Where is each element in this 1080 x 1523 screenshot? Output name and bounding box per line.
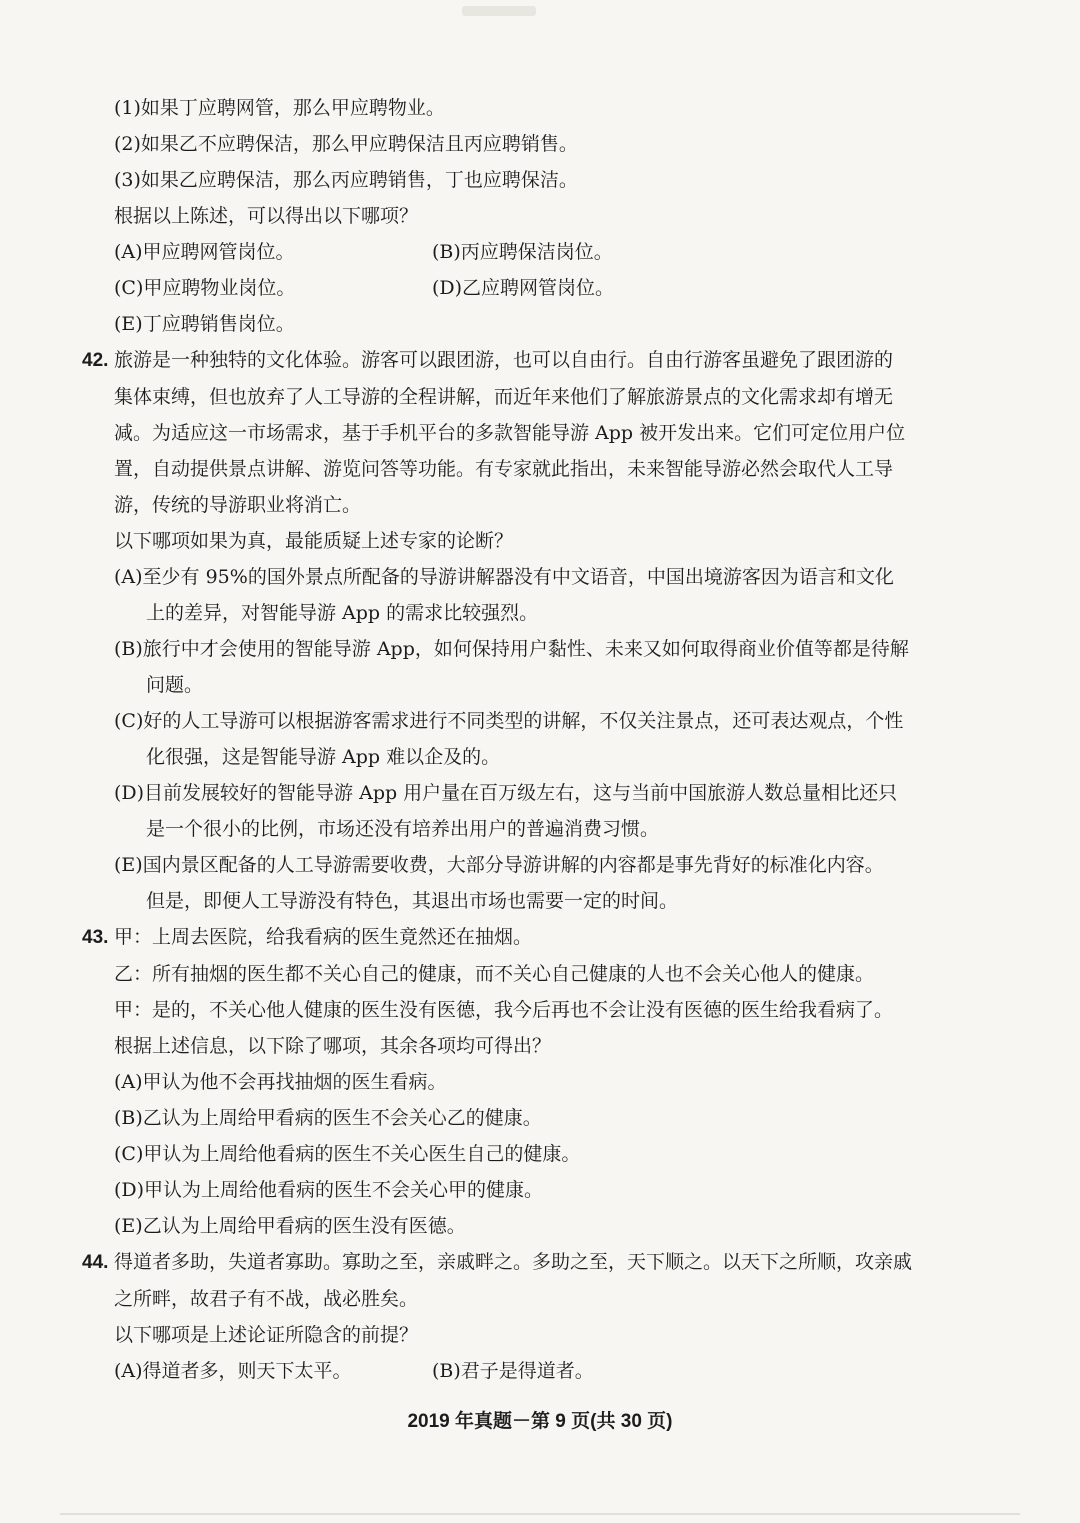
q42-option-e-cont: 但是，即便人工导游没有特色，其退出市场也需要一定的时间。	[146, 890, 679, 912]
q42-stem-text-1: 旅游是一种独特的文化体验。游客可以跟团游，也可以自由行。自由行游客虽避免了跟团游的	[114, 349, 894, 371]
q41-prompt: 根据以上陈述，可以得出以下哪项？	[114, 205, 419, 227]
q41-option-a: (A)甲应聘网管岗位。	[114, 241, 295, 263]
q44-options-row-1	[82, 1353, 962, 1389]
q43-number: 43.	[82, 927, 109, 948]
page-footer: 2019 年真题－第 9 页(共 30 页)	[407, 1411, 673, 1432]
bottom-edge-line	[60, 1513, 1020, 1515]
q41-condition-1: (1)如果丁应聘网管，那么甲应聘物业。	[114, 97, 445, 119]
page-content	[82, 90, 962, 1389]
q43-line-1-text: 甲：上周去医院，给我看病的医生竟然还在抽烟。	[114, 926, 533, 948]
header-smudge	[462, 6, 536, 16]
q41-condition-2: (2)如果乙不应聘保洁，那么甲应聘保洁且丙应聘销售。	[114, 133, 578, 155]
q42-option-a-cont: 上的差异，对智能导游 App 的需求比较强烈。	[146, 602, 539, 624]
q43-line-1	[82, 919, 962, 956]
q42-prompt: 以下哪项如果为真，最能质疑上述专家的论断？	[114, 530, 514, 552]
q43-option-d: (D)甲认为上周给他看病的医生不会关心甲的健康。	[114, 1179, 544, 1201]
q42-stem-line-1	[82, 342, 962, 379]
q42-option-b: (B)旅行中才会使用的智能导游 App，如何保持用户黏性、未来又如何取得商业价值等都是待解	[114, 638, 909, 660]
q44-option-b: (B)君子是得道者。	[432, 1360, 594, 1382]
q43-prompt: 根据上述信息，以下除了哪项，其余各项均可得出？	[114, 1035, 552, 1057]
q43-option-e: (E)乙认为上周给甲看病的医生没有医德。	[114, 1215, 466, 1237]
q44-stem-text-1: 得道者多助，失道者寡助。寡助之至，亲戚畔之。多助之至，天下顺之。以天下之所顺，攻亲戚	[114, 1251, 913, 1273]
q44-option-a: (A)得道者多，则天下太平。	[114, 1360, 352, 1382]
q41-option-d: (D)乙应聘网管岗位。	[432, 277, 615, 299]
q42-number: 42.	[82, 350, 109, 371]
q44-prompt: 以下哪项是上述论证所隐含的前提？	[114, 1324, 419, 1346]
q43-option-c: (C)甲认为上周给他看病的医生不关心医生自己的健康。	[114, 1143, 581, 1165]
q42-option-c: (C)好的人工导游可以根据游客需求进行不同类型的讲解，不仅关注景点，还可表达观点，个性	[114, 710, 904, 732]
q42-option-d: (D)目前发展较好的智能导游 App 用户量在百万级左右，这与当前中国旅游人数总量相比还只	[114, 782, 898, 804]
q44-number: 44.	[82, 1252, 109, 1273]
q41-options-row-1	[82, 234, 962, 270]
q42-stem-line-3: 减。为适应这一市场需求，基于手机平台的多款智能导游 App 被开发出来。它们可定位用户位	[114, 422, 906, 444]
q42-option-b-cont: 问题。	[146, 674, 204, 696]
q41-option-c: (C)甲应聘物业岗位。	[114, 277, 296, 299]
q41-option-e: (E)丁应聘销售岗位。	[114, 313, 295, 335]
q41-options-row-2	[82, 270, 962, 306]
q41-option-b: (B)丙应聘保洁岗位。	[432, 241, 613, 263]
q44-stem-line-1	[82, 1244, 962, 1281]
q44-stem-line-2: 之所畔，故君子有不战，战必胜矣。	[114, 1288, 419, 1310]
q42-stem-line-4: 置，自动提供景点讲解、游览问答等功能。有专家就此指出，未来智能导游必然会取代人工导	[114, 458, 894, 480]
q42-option-a: (A)至少有 95%的国外景点所配备的导游讲解器没有中文语音，中国出境游客因为语言和文化	[114, 566, 894, 588]
q41-condition-3: (3)如果乙应聘保洁，那么丙应聘销售，丁也应聘保洁。	[114, 169, 578, 191]
q42-option-c-cont: 化很强，这是智能导游 App 难以企及的。	[146, 746, 501, 768]
q43-line-2: 乙：所有抽烟的医生都不关心自己的健康，而不关心自己健康的人也不会关心他人的健康。	[114, 963, 875, 985]
q42-option-d-cont: 是一个很小的比例，市场还没有培养出用户的普遍消费习惯。	[146, 818, 660, 840]
q43-line-3: 甲：是的，不关心他人健康的医生没有医德，我今后再也不会让没有医德的医生给我看病了。	[114, 999, 894, 1021]
q42-stem-line-2: 集体束缚，但也放弃了人工导游的全程讲解，而近年来他们了解旅游景点的文化需求却有增无	[114, 386, 894, 408]
q43-option-a: (A)甲认为他不会再找抽烟的医生看病。	[114, 1071, 447, 1093]
q42-stem-line-5: 游，传统的导游职业将消亡。	[114, 494, 362, 516]
q43-option-b: (B)乙认为上周给甲看病的医生不会关心乙的健康。	[114, 1107, 542, 1129]
q42-option-e: (E)国内景区配备的人工导游需要收费，大部分导游讲解的内容都是事先背好的标准化内容。	[114, 854, 884, 876]
